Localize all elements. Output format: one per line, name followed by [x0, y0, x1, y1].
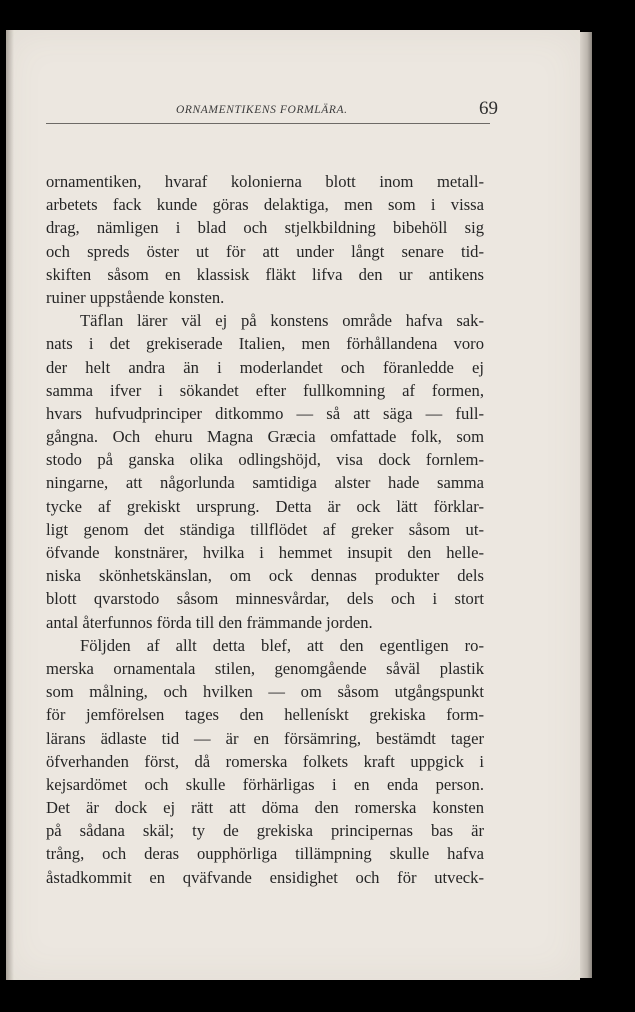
text-line: öfvande konstnärer, hvilka i hemmet insupit den helle-	[46, 543, 484, 562]
text-line: nats i det grekiserade Italien, men förhållandena voro	[46, 334, 484, 354]
text-line: Följden af allt detta blef, att den egentligen ro-	[80, 635, 484, 655]
text-line: ligt genom det ständiga tillflödet af greker såsom ut-	[46, 519, 484, 539]
paragraph	[46, 634, 484, 889]
paragraph	[46, 309, 484, 634]
text-line: på sådana skäl; ty de grekiska principernas bas är	[46, 821, 484, 841]
text-line: stodo på ganska olika odlingshöjd, visa dock fornlem-	[46, 450, 484, 470]
text-line: åstadkommit en qväfvande ensidighet och för utveck-	[46, 867, 484, 887]
page-edge	[580, 32, 592, 978]
text-line: Täflan lärer väl ej på konstens område hafva sak-	[80, 311, 484, 331]
page-number: 69	[479, 98, 498, 119]
header-rule	[46, 123, 490, 124]
text-line: blott qvarstodo såsom minnesvårdar, dels och i stort	[46, 589, 484, 609]
text-line: der helt andra än i moderlandet och föranledde ej	[46, 357, 484, 377]
text-line: trång, och deras oupphörliga tillämpning skulle hafva	[46, 844, 484, 864]
text-line: Det är dock ej rätt att döma den romerska konsten	[46, 798, 484, 818]
spine-shadow	[6, 30, 14, 980]
text-line: ningarne, att någorlunda samtidiga alster hade samma	[46, 473, 484, 493]
text-line: för jemförelsen tages den hellenískt grekiska form-	[46, 705, 484, 725]
running-title: ORNAMENTIKENS FORMLÄRA.	[176, 104, 348, 116]
text-line: antal återfunnos förda till den främmande jorden.	[46, 612, 373, 632]
book-page	[6, 30, 580, 980]
text-line: hvars hufvudprinciper ditkommo — så att säga — full-	[46, 403, 484, 423]
paragraph	[46, 170, 484, 309]
text-line: arbetets fack kunde göras delaktiga, men som i vissa	[46, 195, 484, 215]
text-line: kejsardömet och skulle förhärligas i en enda person.	[46, 774, 484, 794]
text-line: och spreds öster ut för att under långt senare tid-	[46, 241, 484, 261]
body-text	[46, 170, 484, 889]
text-line: ruiner uppstående konsten.	[46, 287, 225, 307]
text-line: lärans ädlaste tid — är en försämring, bestämdt tager	[46, 728, 484, 748]
running-head	[46, 98, 498, 124]
text-line: gångna. Och ehuru Magna Græcia omfattade folk, som	[46, 427, 484, 447]
text-line: tycke af grekiskt ursprung. Detta är ock lätt förklar-	[46, 496, 484, 516]
text-line: ornamentiken, hvaraf kolonierna blott inom metall-	[46, 172, 484, 191]
text-line: skiften såsom en klassisk fläkt lifva den ur antikens	[46, 264, 484, 284]
text-line: niska skönhetskänslan, om ock dennas produkter dels	[46, 566, 484, 586]
text-line: samma ifver i sökandet efter fullkomning af formen,	[46, 380, 484, 400]
text-line: öfverhanden först, då romerska folkets kraft uppgick i	[46, 751, 484, 771]
text-line: merska ornamentala stilen, genomgående såväl plastik	[46, 658, 484, 678]
text-line: drag, nämligen i blad och stjelkbildning bibehöll sig	[46, 218, 484, 238]
text-line: som målning, och hvilken — om såsom utgångspunkt	[46, 682, 484, 702]
